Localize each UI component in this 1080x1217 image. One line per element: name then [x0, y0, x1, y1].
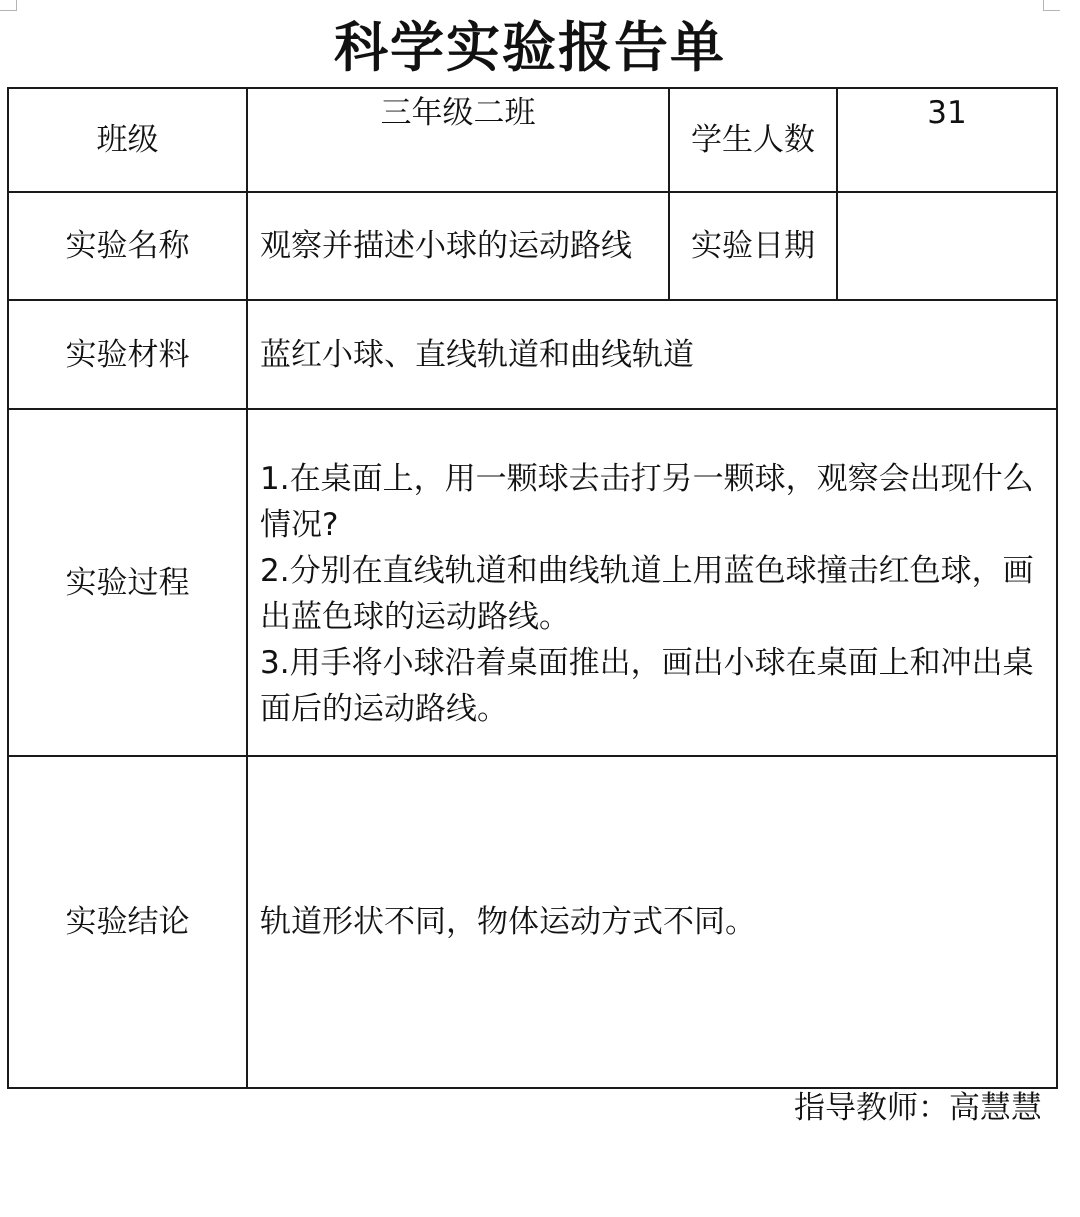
materials-value: 蓝红小球、直线轨道和曲线轨道	[247, 300, 1057, 409]
process-step-3: 3.用手将小球沿着桌面推出，画出小球在桌面上和冲出桌面后的运动路线。	[260, 644, 1034, 727]
report-table	[7, 87, 1058, 1089]
class-value: 三年级二班	[247, 88, 669, 192]
row-class	[8, 88, 1057, 192]
student-count-label: 学生人数	[669, 88, 837, 192]
student-count-value: 31	[837, 88, 1057, 192]
row-materials	[8, 300, 1057, 409]
row-experiment-name	[8, 192, 1057, 300]
experiment-date-label: 实验日期	[669, 192, 837, 300]
class-label: 班级	[8, 88, 247, 192]
process-value	[247, 409, 1057, 756]
process-step-1: 1.在桌面上，用一颗球去击打另一颗球，观察会出现什么情况?	[260, 460, 1034, 543]
corner-mark-left	[0, 0, 17, 11]
row-process	[8, 409, 1057, 756]
experiment-name-label: 实验名称	[8, 192, 247, 300]
conclusion-value: 轨道形状不同，物体运动方式不同。	[247, 756, 1057, 1088]
conclusion-label: 实验结论	[8, 756, 247, 1088]
teacher-signature-line: 指导教师：高慧慧	[794, 1090, 1042, 1126]
row-conclusion	[8, 756, 1057, 1088]
materials-label: 实验材料	[8, 300, 247, 409]
process-steps	[260, 434, 1044, 732]
corner-mark-right	[1043, 0, 1060, 11]
experiment-name-value: 观察并描述小球的运动路线	[247, 192, 669, 300]
process-step-2: 2.分别在直线轨道和曲线轨道上用蓝色球撞击红色球，画出蓝色球的运动路线。	[260, 552, 1034, 635]
process-label: 实验过程	[8, 409, 247, 756]
experiment-date-value	[837, 192, 1057, 300]
document-title: 科学实验报告单	[334, 16, 726, 79]
